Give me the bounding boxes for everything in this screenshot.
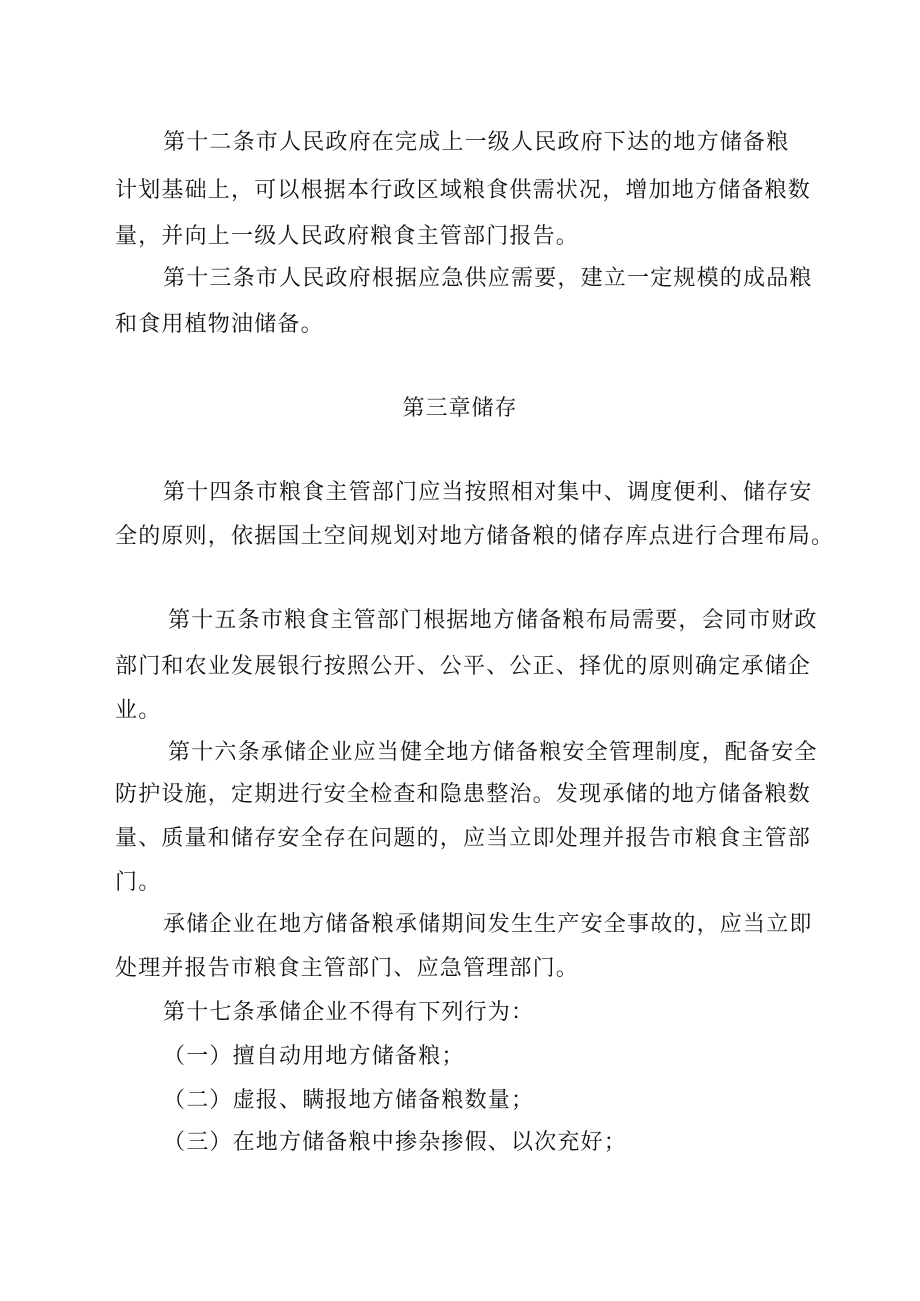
article-17-intro: 第十七条承储企业不得有下列行为： bbox=[163, 1000, 535, 1025]
article-14-line-1: 第十四条市粮食主管部门应当按照相对集中、调度便利、储存安 bbox=[163, 480, 813, 505]
article-16-line-4: 门。 bbox=[115, 870, 162, 895]
article-12-line-1: 第十二条市人民政府在完成上一级人民政府下达的地方储备粮 bbox=[163, 130, 790, 155]
article-12-line-3: 量，并向上一级人民政府粮食主管部门报告。 bbox=[115, 224, 580, 249]
article-17-item-3: （三）在地方储备粮中掺杂掺假、以次充好； bbox=[163, 1130, 628, 1155]
article-13-line-2: 和食用植物油储备。 bbox=[115, 312, 324, 337]
chapter-3-title: 第三章储存 bbox=[402, 396, 518, 421]
article-15-line-2: 部门和农业发展银行按照公开、公平、公正、择优的原则确定承储企 bbox=[115, 654, 812, 679]
article-14-line-2: 全的原则，依据国土空间规划对地方储备粮的储存库点进行合理布局。 bbox=[115, 524, 835, 549]
article-12-line-2: 计划基础上，可以根据本行政区域粮食供需状况，增加地方储备粮数 bbox=[115, 178, 812, 203]
article-16-para-2-line-2: 处理并报告市粮食主管部门、应急管理部门。 bbox=[115, 956, 580, 981]
article-16-line-1: 第十六条承储企业应当健全地方储备粮安全管理制度，配备安全 bbox=[168, 740, 818, 765]
article-16-line-2: 防护设施，定期进行安全检查和隐患整治。发现承储的地方储备粮数 bbox=[115, 782, 812, 807]
article-15-line-3: 业。 bbox=[115, 698, 162, 723]
article-15-line-1: 第十五条市粮食主管部门根据地方储备粮布局需要，会同市财政 bbox=[168, 608, 818, 633]
article-17-item-2: （二）虚报、瞒报地方储备粮数量； bbox=[163, 1088, 535, 1113]
article-16-line-3: 量、质量和储存安全存在问题的，应当立即处理并报告市粮食主管部 bbox=[115, 826, 812, 851]
article-16-para-2-line-1: 承储企业在地方储备粮承储期间发生生产安全事故的，应当立即 bbox=[163, 912, 813, 937]
article-17-item-1: （一）擅自动用地方储备粮； bbox=[163, 1044, 465, 1069]
article-13-line-1: 第十三条市人民政府根据应急供应需要，建立一定规模的成品粮 bbox=[163, 266, 813, 291]
